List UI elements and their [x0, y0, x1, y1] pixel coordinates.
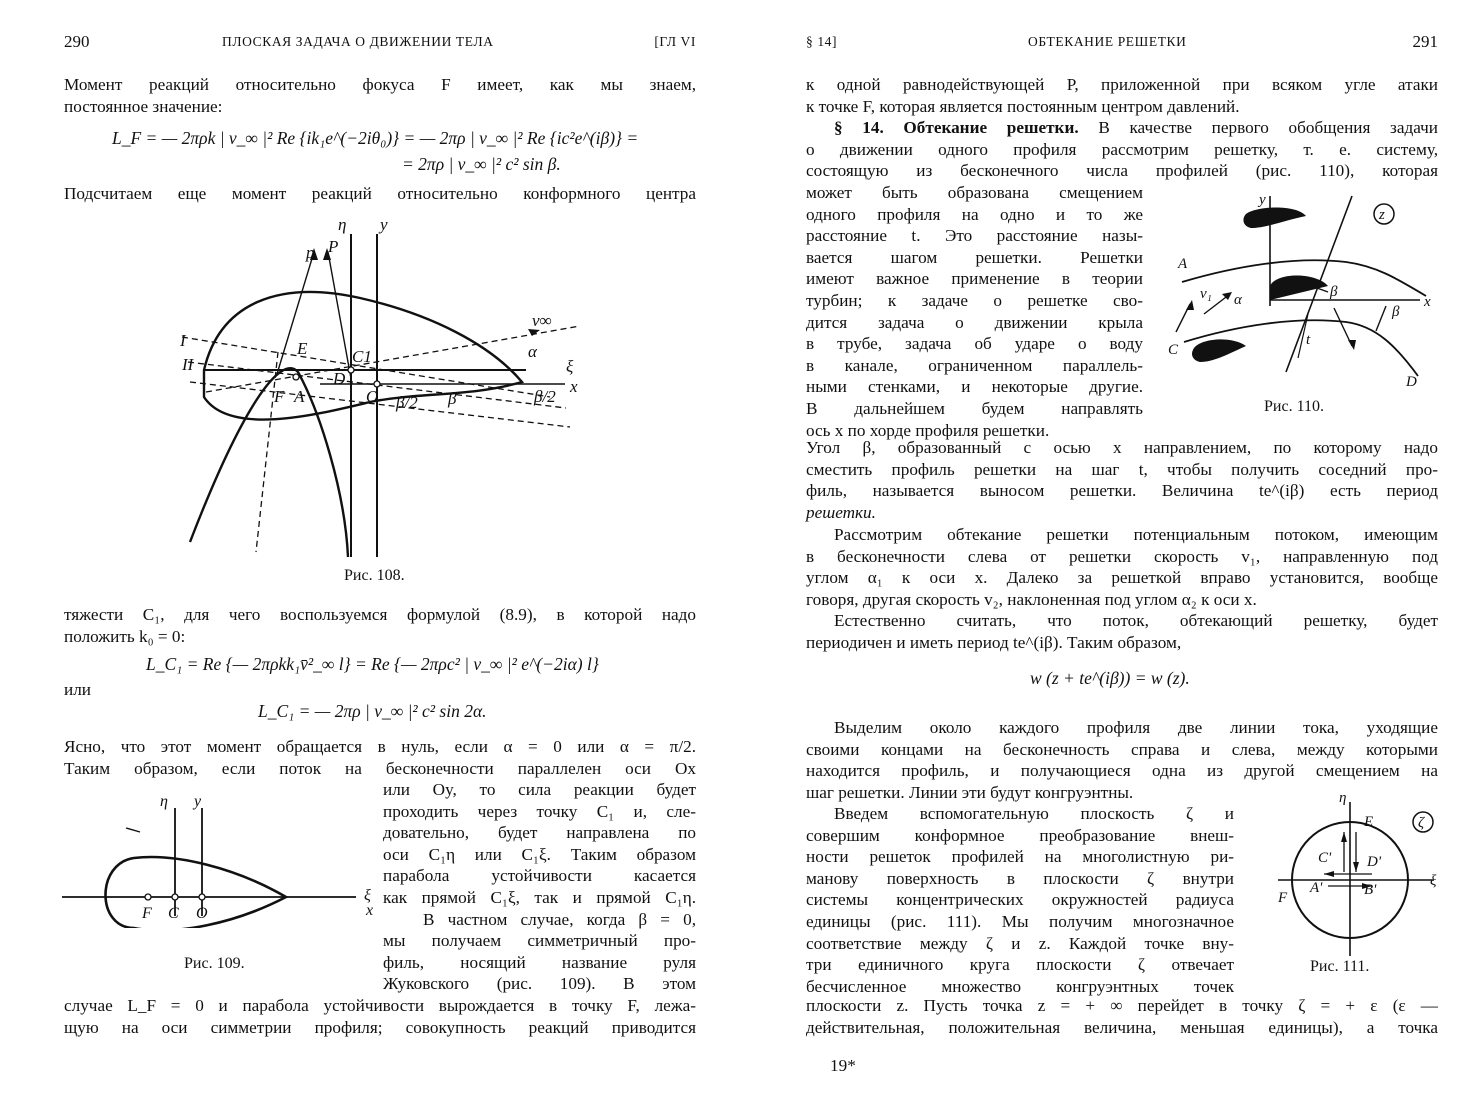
right-section-ref: § 14] — [806, 34, 838, 49]
figure-108-caption: Рис. 108. — [344, 567, 405, 584]
blade-profile-bottom — [1192, 339, 1246, 362]
left-paragraph-6: случае L_F = 0 и парабола устойчивости вырождается в точку F, лежа- щую на оси симметрии профиля; совокупность реакций приводится — [64, 996, 696, 1037]
tick-mark — [126, 828, 140, 832]
label-beta-2: β — [1392, 304, 1400, 320]
arrow-C — [1186, 300, 1194, 310]
right-page-number: 291 — [1412, 32, 1438, 51]
right-page — [738, 0, 1477, 1094]
label-D: D — [333, 369, 346, 388]
label-x: x — [1424, 294, 1431, 310]
figure-111-caption: Рис. 111. — [1310, 958, 1370, 975]
label-xi: ξ — [1430, 873, 1437, 889]
label-F: F — [142, 905, 152, 922]
label-x: x — [570, 377, 578, 396]
formula-periodicity: w (z + te^(iβ)) = w (z). — [1030, 668, 1190, 688]
point-O — [199, 894, 205, 900]
beta-dim — [1376, 306, 1386, 331]
label-F: F — [274, 387, 285, 406]
formula-lc1-result: L_C₁ = — 2πρ | v_∞ |² c² sin 2α. — [258, 701, 487, 721]
right-paragraph-4: Естественно считать, что поток, обтекающий решетку, будет периодичен и иметь период te^(iβ). Таким образом, — [806, 611, 1438, 652]
right-paragraph-2-end: Угол β, образованный с осью x направлением, по которому надо сместить профиль решетки на шаг t, чтобы получить соседний про- филь, называется выносом решетки. Величина te^(iβ) есть период решетки. — [806, 438, 1438, 522]
label-A: A — [1178, 256, 1188, 272]
figure-109-caption: Рис. 109. — [184, 955, 245, 972]
label-p: p — [306, 243, 315, 262]
point-C — [172, 894, 178, 900]
figure-110-caption: Рис. 110. — [1264, 398, 1324, 415]
arrow-up — [1341, 832, 1347, 842]
right-paragraph-2: § 14. Обтекание решетки. В качестве первого обобщения задачи о движении одного профиля рассмотрим решетку, т. е. систему, состоящую из бесконечного числа профилей (рис. 110), которая — [806, 118, 1439, 181]
label-C: C — [1168, 342, 1179, 358]
label-eta: η — [160, 793, 168, 810]
right-paragraph-6-end: плоскости z. Пусть точка z = + ∞ перейдет в точку ζ = + ε (ε — действительная, положительная величина, меньшая единицы), а точка — [806, 996, 1438, 1037]
formula-lc1: L_C₁ = Re {— 2πρkk₁v̄²_∞ l} = Re {— 2πρc² | v_∞ |² e^(−2iα) l} — [146, 654, 599, 674]
label-A-prime: A' — [1310, 880, 1323, 896]
label-D-prime: D' — [1367, 854, 1382, 870]
right-paragraph-3: Рассмотрим обтекание решетки потенциальным потоком, имеющим в бесконечности слева от решетки скорость v₁, направленную под углом α₁ к оси x. Далеко за решеткой вправо установится, вообще говоря, другая скорость v₂, наклоненная под углом α₂ к оси x. — [806, 525, 1438, 609]
label-beta-half-2: β/2 — [534, 387, 556, 406]
label-I: I — [180, 331, 186, 350]
left-paragraph-4: Ясно, что этот момент обращается в нуль, если α = 0 или α = π/2. Таким образом, если поток на бесконечности параллелен оси Ox — [64, 737, 696, 778]
left-paragraph-5: или Oy, то сила реакции будет проходить через точку C₁ и, сле- довательно, будет направлена по оси C₁η или C₁ξ. Таким образом парабола устойчивости касается как прямой C₁ξ, так и прямой C₁η. В частном случае, когда β = 0, мы получаем симметричный про- филь, носящий название руля Жуковского (рис. 109). В этом — [383, 780, 696, 994]
label-C-prime: C' — [1318, 850, 1332, 866]
left-page-number: 290 — [64, 32, 90, 51]
left-chapter-ref: [ГЛ VI — [654, 34, 696, 49]
dashed-line-3 — [190, 382, 570, 427]
label-xi: ξ — [566, 357, 574, 376]
label-II: II — [182, 355, 194, 374]
left-paragraph-1: Момент реакций относительно фокуса F имеет, как мы знаем, постоянное значение: — [64, 75, 696, 116]
left-paragraph-2: Подсчитаем еще момент реакций относительно конформного центра — [64, 184, 696, 203]
label-z: z — [1379, 207, 1385, 223]
arrow-left — [1324, 871, 1334, 877]
label-C1: C1 — [352, 347, 372, 366]
signature-mark: 19* — [830, 1056, 856, 1075]
label-eta: η — [1339, 790, 1347, 806]
label-v1: v₁ — [1200, 286, 1212, 302]
label-A: A — [294, 387, 305, 406]
point-F — [293, 374, 299, 380]
label-O: O — [196, 905, 208, 922]
right-paragraph-1: к одной равнодействующей P, приложенной при всяком угле атаки к точке F, которая является постоянным центром давлений. — [806, 75, 1438, 116]
label-beta: β — [1330, 284, 1338, 300]
label-P: P — [328, 237, 339, 256]
right-paragraph-5: Выделим около каждого профиля две линии тока, уходящие своими концами на бесконечность справа и слева, между которыми находится профиль, и получающиеся одна из другой смещением на шаг решетки. Линии эти будут конгруэнтны. — [806, 718, 1438, 802]
reaction-line-P — [328, 252, 352, 384]
formula-lf-result: = 2πρ | v_∞ |² c² sin β. — [402, 154, 561, 174]
label-y: y — [194, 793, 202, 810]
arrow-flow-mid — [1348, 340, 1356, 350]
point-F — [145, 894, 151, 900]
section-14-title: § 14. Обтекание решетки. — [834, 118, 1079, 137]
formula-lf: L_F = — 2πρk | v_∞ |² Re {ik₁e^(−2iθ₀)} = — 2πρ | v_∞ |² Re {ic²e^(iβ)} = — [112, 128, 639, 148]
label-xi: ξ — [364, 887, 371, 904]
label-y: y — [380, 215, 388, 234]
figure-110 — [1156, 186, 1438, 408]
dashed-line-v — [206, 326, 580, 392]
label-C: C — [168, 905, 179, 922]
figure-109 — [56, 788, 386, 928]
label-vinf: v∞ — [532, 311, 552, 330]
label-F: F — [1278, 890, 1288, 906]
label-B-prime: B' — [1364, 882, 1377, 898]
right-paragraph-6-narrow: Введем вспомогательную плоскость ζ и совершим конформное преобразование внеш- ности решеток профилей на многолистную ри- манову поверхность в плоскости ζ внутри системы концентрических окружностей радиуса единицы (рис. 111). Мы получим многозначное соответствие между ζ и z. Каждой точке вну- три единичного круга плоскости ζ отвечает бесчисленное множество конгруэнтных точек — [806, 804, 1234, 996]
label-E: E — [297, 339, 308, 358]
label-y: y — [1259, 192, 1266, 208]
label-x: x — [366, 902, 374, 919]
label-E: E — [1364, 814, 1374, 830]
label-alpha: α — [528, 342, 537, 361]
left-running-title: ПЛОСКАЯ ЗАДАЧА О ДВИЖЕНИИ ТЕЛА — [222, 34, 494, 49]
figure-111 — [1268, 788, 1440, 960]
label-beta: β — [448, 389, 457, 408]
word-or: или — [64, 680, 91, 699]
point-C1 — [348, 367, 354, 373]
label-O: O — [366, 387, 379, 406]
label-D: D — [1406, 374, 1417, 390]
blade-profile-middle — [1270, 276, 1328, 301]
blade-profile-top — [1243, 208, 1306, 229]
right-running-title: ОБТЕКАНИЕ РЕШЕТКИ — [1028, 34, 1187, 49]
label-alpha: α — [1234, 292, 1242, 308]
left-page — [0, 0, 738, 1094]
right-paragraph-2-narrow: может быть образована смещением одного профиля на одно и то же расстояние t. Это расстояние назы- вается шагом решетки. Решетки имеют важное применение в теории турбин; к задаче о решетке сво- дится задача о движении крыла в трубе, задача об ударе о воду в канале, ограниченном параллель- ными стенками, и некоторые другие. В дальнейшем будем направлять ось x по хорде профиля решетки. — [806, 183, 1143, 440]
arrow-vinf — [528, 329, 540, 336]
label-zeta: ζ — [1418, 815, 1425, 831]
figure-108 — [170, 212, 600, 564]
stability-parabola — [190, 368, 348, 557]
arrow-down — [1353, 862, 1359, 872]
label-eta: η — [338, 215, 347, 234]
label-beta-half: β/2 — [396, 393, 418, 412]
label-t: t — [1306, 332, 1311, 348]
left-paragraph-3: тяжести C₁, для чего воспользуемся формулой (8.9), в которой надо положить k₀ = 0: — [64, 605, 696, 646]
